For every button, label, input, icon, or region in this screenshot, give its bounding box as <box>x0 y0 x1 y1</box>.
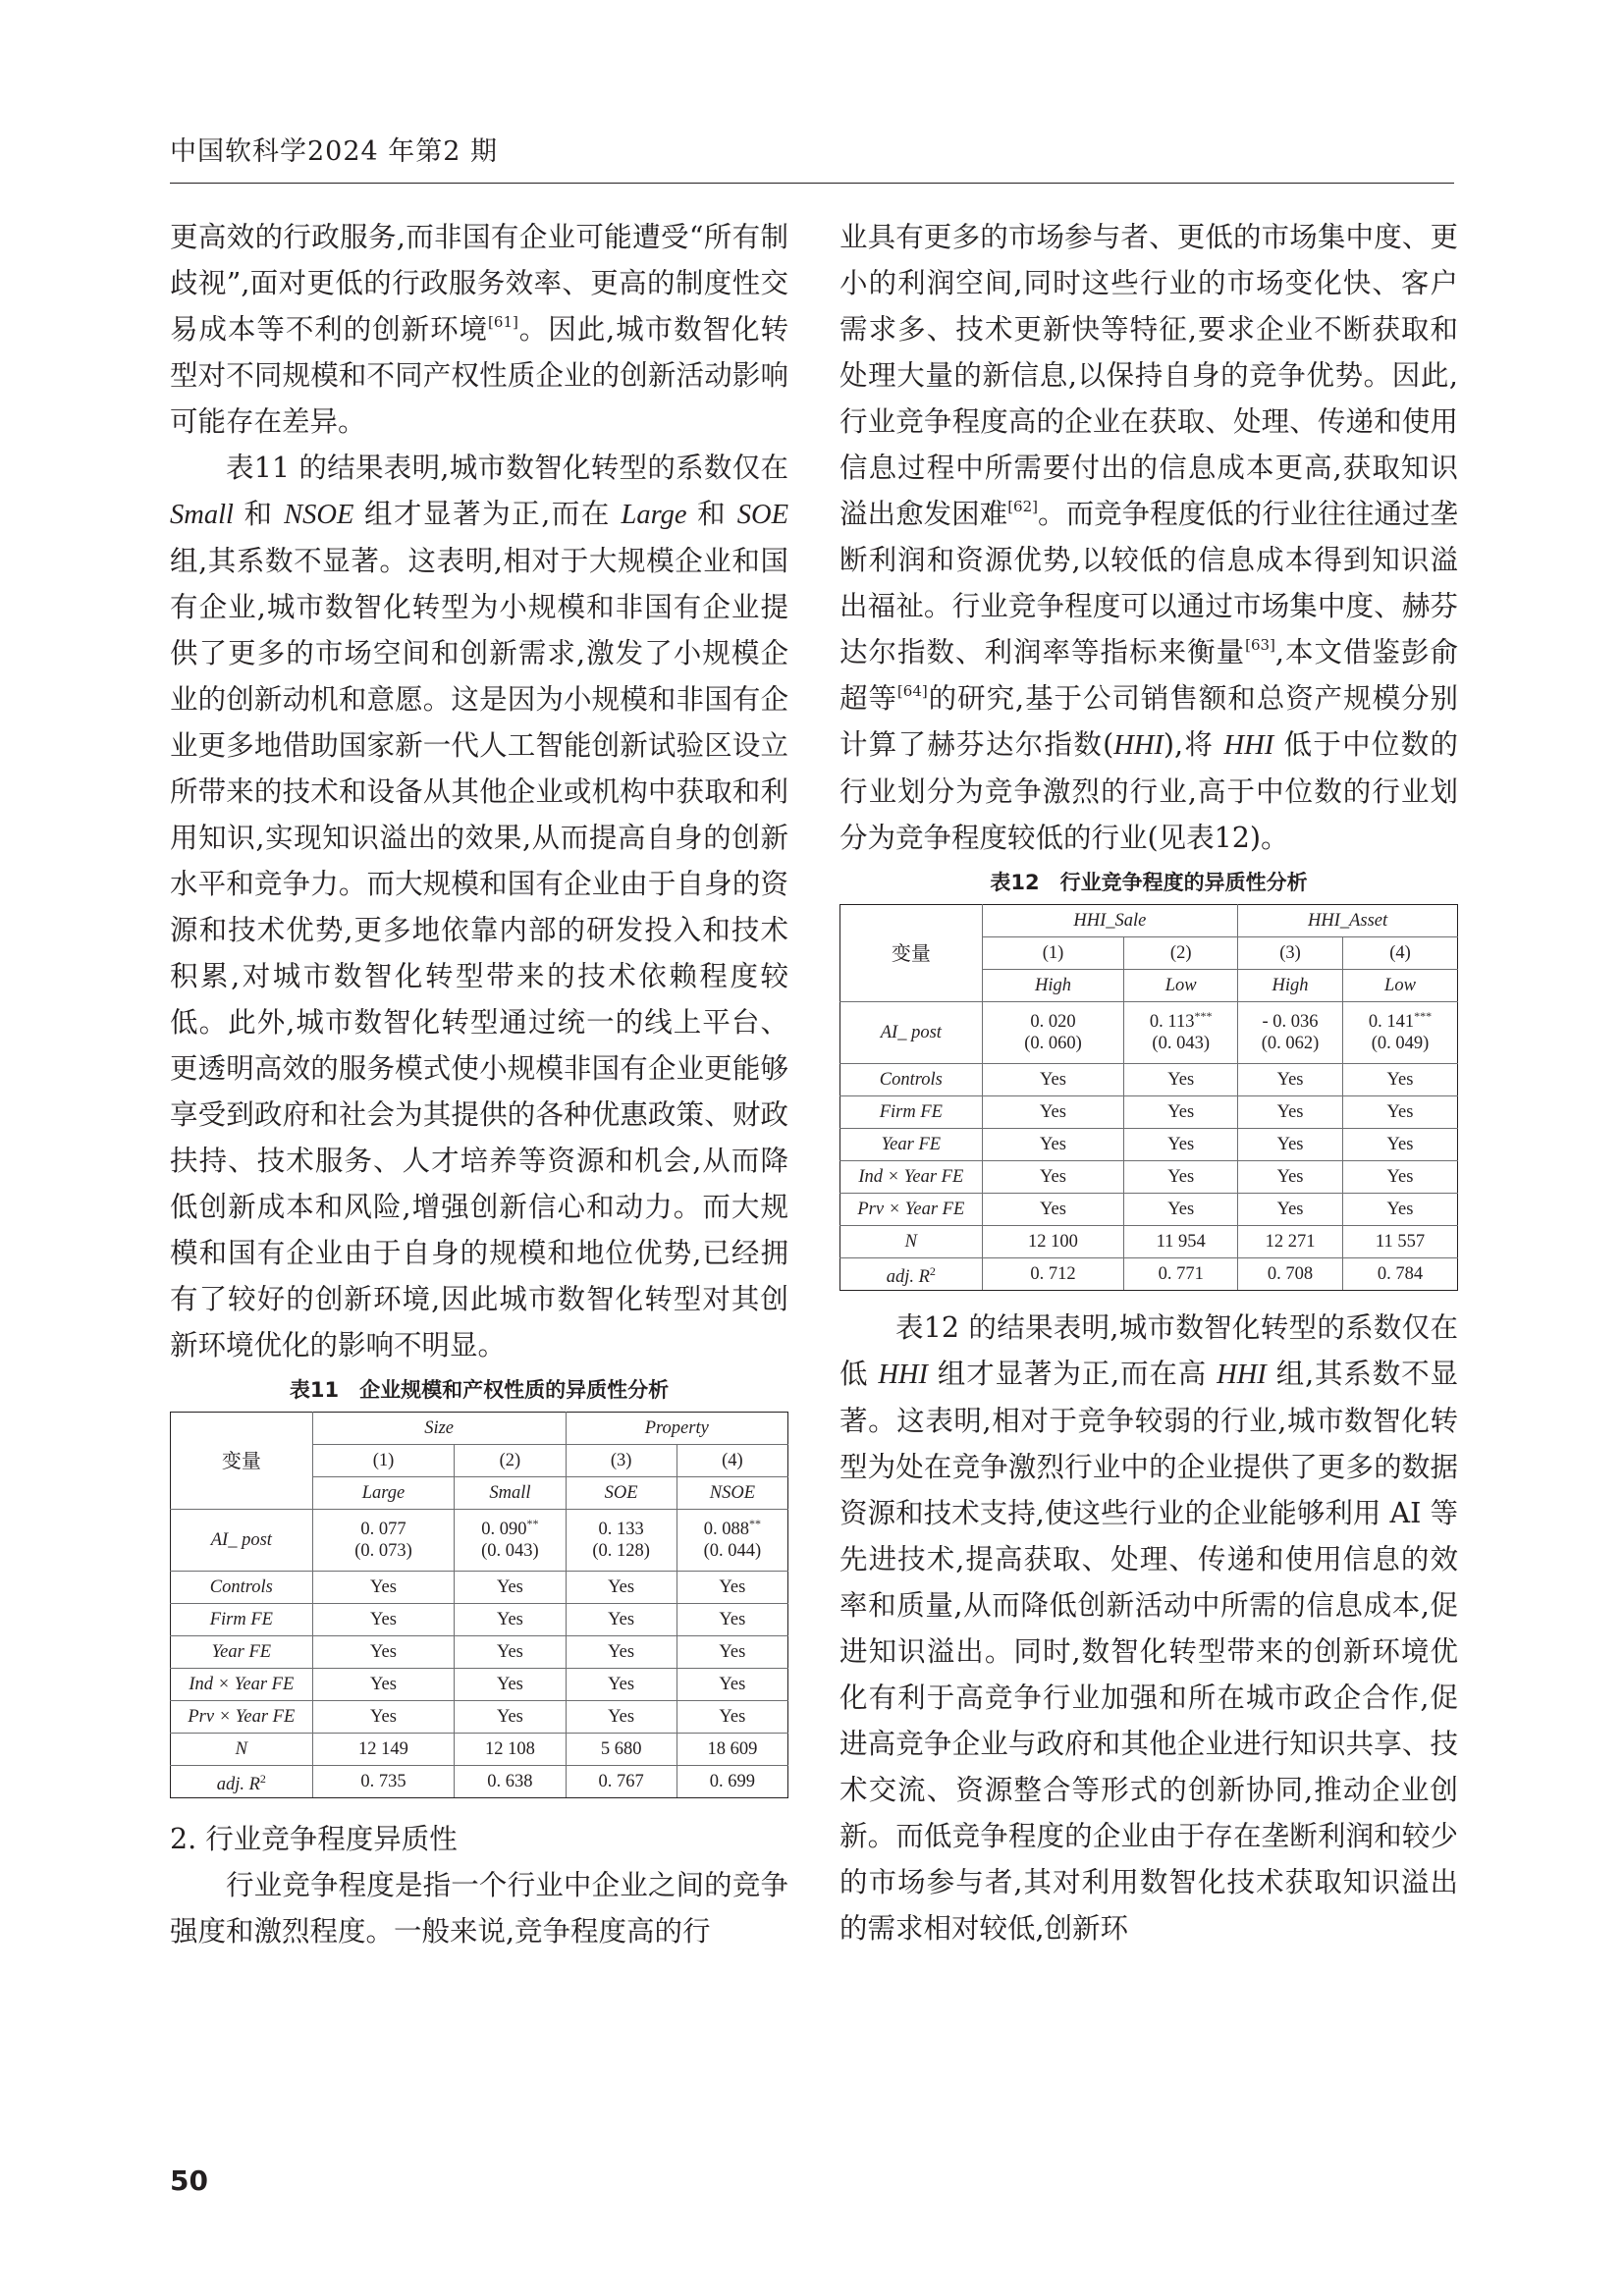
table-row: adj. $R^2$ 0. 735 0. 638 0. 767 0. 699 <box>171 1766 788 1798</box>
section-subheading: 2. 行业竞争程度异质性 <box>170 1823 458 1855</box>
col-number: (2) <box>455 1445 566 1477</box>
var-header: 变量 <box>171 1413 313 1510</box>
table-caption: 表12 行业竞争程度的异质性分析 <box>990 871 1308 894</box>
col-number: (4) <box>677 1445 787 1477</box>
table-row: Firm FE Yes Yes Yes Yes <box>840 1096 1458 1129</box>
table-row: Controls Yes Yes Yes Yes <box>840 1064 1458 1096</box>
journal-header: 中国软科学2024 年第2 期 <box>170 136 499 167</box>
results-table <box>170 1412 788 1798</box>
citation[interactable]: [61] <box>488 313 518 331</box>
col-subheader: NSOE <box>677 1477 787 1510</box>
left-column <box>170 214 788 1954</box>
table-row: Controls Yes Yes Yes Yes <box>171 1572 788 1604</box>
table-row: N 12 100 11 954 12 271 11 557 <box>840 1226 1458 1258</box>
coef-cell: 0. 020 (0. 060) <box>982 1002 1124 1064</box>
col-number: (3) <box>566 1445 677 1477</box>
col-subheader: Low <box>1342 970 1457 1002</box>
header-rule <box>170 183 1454 184</box>
table-row: N 12 149 12 108 5 680 18 609 <box>171 1734 788 1766</box>
group-header: HHI_Sale <box>982 905 1237 937</box>
col-subheader: Low <box>1124 970 1238 1002</box>
table-row: Firm FE Yes Yes Yes Yes <box>171 1604 788 1636</box>
paragraph: 行业竞争程度是指一个行业中企业之间的竞争强度和激烈程度。一般来说,竞争程度高的行 <box>170 1869 788 1948</box>
row-label: AI_ post <box>171 1510 313 1572</box>
col-subheader: SOE <box>566 1477 677 1510</box>
var-header: 变量 <box>840 905 983 1002</box>
paragraph: 表11 的结果表明,城市数智化转型的系数仅在 Small 和 NSOE 组才显著为正,而在 Large 和 SOE 组,其系数不显著。这表明,相对于大规模企业和国有企业,城市数智化转型为小规模和非国有企业提供了更多的市场空间和创新需求,激发了小规模企业的创新动机和意愿。这是因为小规模和非国有企业更多地借助国家新一代人工智能创新试验区设立所带来的技术和设备从其他企业或机构中获取和利用知识,实现知识溢出的效果,从而提高自身的创新水平和竞争力。而大规模和国有企业由于自身的资源和技术优势,更多地依靠内部的研发投入和技术积累,对城市数智化转型带来的技术依赖程度较低。此外,城市数智化转型通过统一的线上平台、更透明高效的服务模式使小规模非国有企业更能够享受到政府和社会为其提供的各种优惠政策、财政扶持、技术服务、人才培养等资源和机会,从而降低创新成本和风险,增强创新信心和动力。而大规模和国有企业由于自身的规模和地位优势,已经拥有了较好的创新环境,因此城市数智化转型对其创新环境优化的影响不明显。 <box>170 452 789 1362</box>
paragraph: 业具有更多的市场参与者、更低的市场集中度、更小的利润空间,同时这些行业的市场变化快、客户需求多、技术更新快等特征,要求企业不断获取和处理大量的新信息,以保持自身的竞争优势。因此,行业竞争程度高的企业在获取、处理、传递和使用信息过程中所需要付出的信息成本更高,获取知识溢出愈发困难[62]。而竞争程度低的行业往往通过垄断利润和资源优势,以较低的信息成本得到知识溢出福祉。行业竞争程度可以通过市场集中度、赫芬达尔指数、利润率等指标来衡量[63],本文借鉴彭俞超等[64]的研究,基于公司销售额和总资产规模分别计算了赫芬达尔指数(HHI),将 HHI 低于中位数的行业划分为竞争激烈的行业,高于中位数的行业划分为竞争程度较低的行业(见表12)。 <box>839 221 1458 854</box>
row-label: AI_ post <box>840 1002 983 1064</box>
col-number: (3) <box>1238 937 1343 970</box>
coef-cell: 0. 077 (0. 073) <box>312 1510 455 1572</box>
coef-cell: 0. 133 (0. 128) <box>566 1510 677 1572</box>
paragraph: 表12 的结果表明,城市数智化转型的系数仅在低 HHI 组才显著为正,而在高 HHI 组,其系数不显著。这表明,相对于竞争较弱的行业,城市数智化转型为处在竞争激烈行业中的企业提供了更多的数据资源和技术支持,使这些行业的企业能够利用 AI 等先进技术,提高获取、处理、传递和使用信息的效率和质量,从而降低创新活动中所需的信息成本,促进知识溢出。同时,数智化转型带来的创新环境优化有利于高竞争行业加强和所在城市政企合作,促进高竞争企业与政府和其他企业进行知识共享、技术交流、资源整合等形式的创新协同,推动企业创新。而低竞争程度的企业由于存在垄断利润和较少的市场参与者,其对利用数智化技术获取知识溢出的需求相对较低,创新环 <box>839 1311 1459 1945</box>
citation[interactable]: [63] <box>1245 636 1275 654</box>
col-number: (2) <box>1124 937 1238 970</box>
results-table <box>839 904 1458 1291</box>
table-caption: 表11 企业规模和产权性质的异质性分析 <box>289 1378 670 1402</box>
col-number: (1) <box>312 1445 455 1477</box>
page-number: 50 <box>170 2164 208 2197</box>
paragraph: 更高效的行政服务,而非国有企业可能遭受“所有制歧视”,面对更低的行政服务效率、更高的制度性交易成本等不利的创新环境[61]。因此,城市数智化转型对不同规模和不同产权性质企业的创新活动影响可能存在差异。 <box>170 221 788 438</box>
table-row: Ind × Year FE Yes Yes Yes Yes <box>840 1161 1458 1194</box>
coef-cell: - 0. 036 (0. 062) <box>1238 1002 1343 1064</box>
table-row: Prv × Year FE Yes Yes Yes Yes <box>840 1194 1458 1226</box>
coef-cell: 0. 141*** (0. 049) <box>1342 1002 1457 1064</box>
group-header: Property <box>566 1413 787 1445</box>
col-subheader: Large <box>312 1477 455 1510</box>
group-header: HHI_Asset <box>1238 905 1458 937</box>
right-column <box>839 214 1458 1951</box>
table-row: Year FE Yes Yes Yes Yes <box>840 1129 1458 1161</box>
table-row: Prv × Year FE Yes Yes Yes Yes <box>171 1701 788 1734</box>
table-row: adj. $R^2$ 0. 712 0. 771 0. 708 0. 784 <box>840 1258 1458 1291</box>
col-subheader: High <box>982 970 1124 1002</box>
coef-cell: 0. 090** (0. 043) <box>455 1510 566 1572</box>
col-subheader: High <box>1238 970 1343 1002</box>
group-header: Size <box>312 1413 566 1445</box>
coef-cell: 0. 113*** (0. 043) <box>1124 1002 1238 1064</box>
col-number: (4) <box>1342 937 1457 970</box>
citation[interactable]: [64] <box>896 682 928 700</box>
col-number: (1) <box>982 937 1124 970</box>
table-row: Ind × Year FE Yes Yes Yes Yes <box>171 1669 788 1701</box>
citation[interactable]: [62] <box>1007 498 1038 515</box>
col-subheader: Small <box>455 1477 566 1510</box>
table-row: Year FE Yes Yes Yes Yes <box>171 1636 788 1669</box>
coef-cell: 0. 088** (0. 044) <box>677 1510 787 1572</box>
